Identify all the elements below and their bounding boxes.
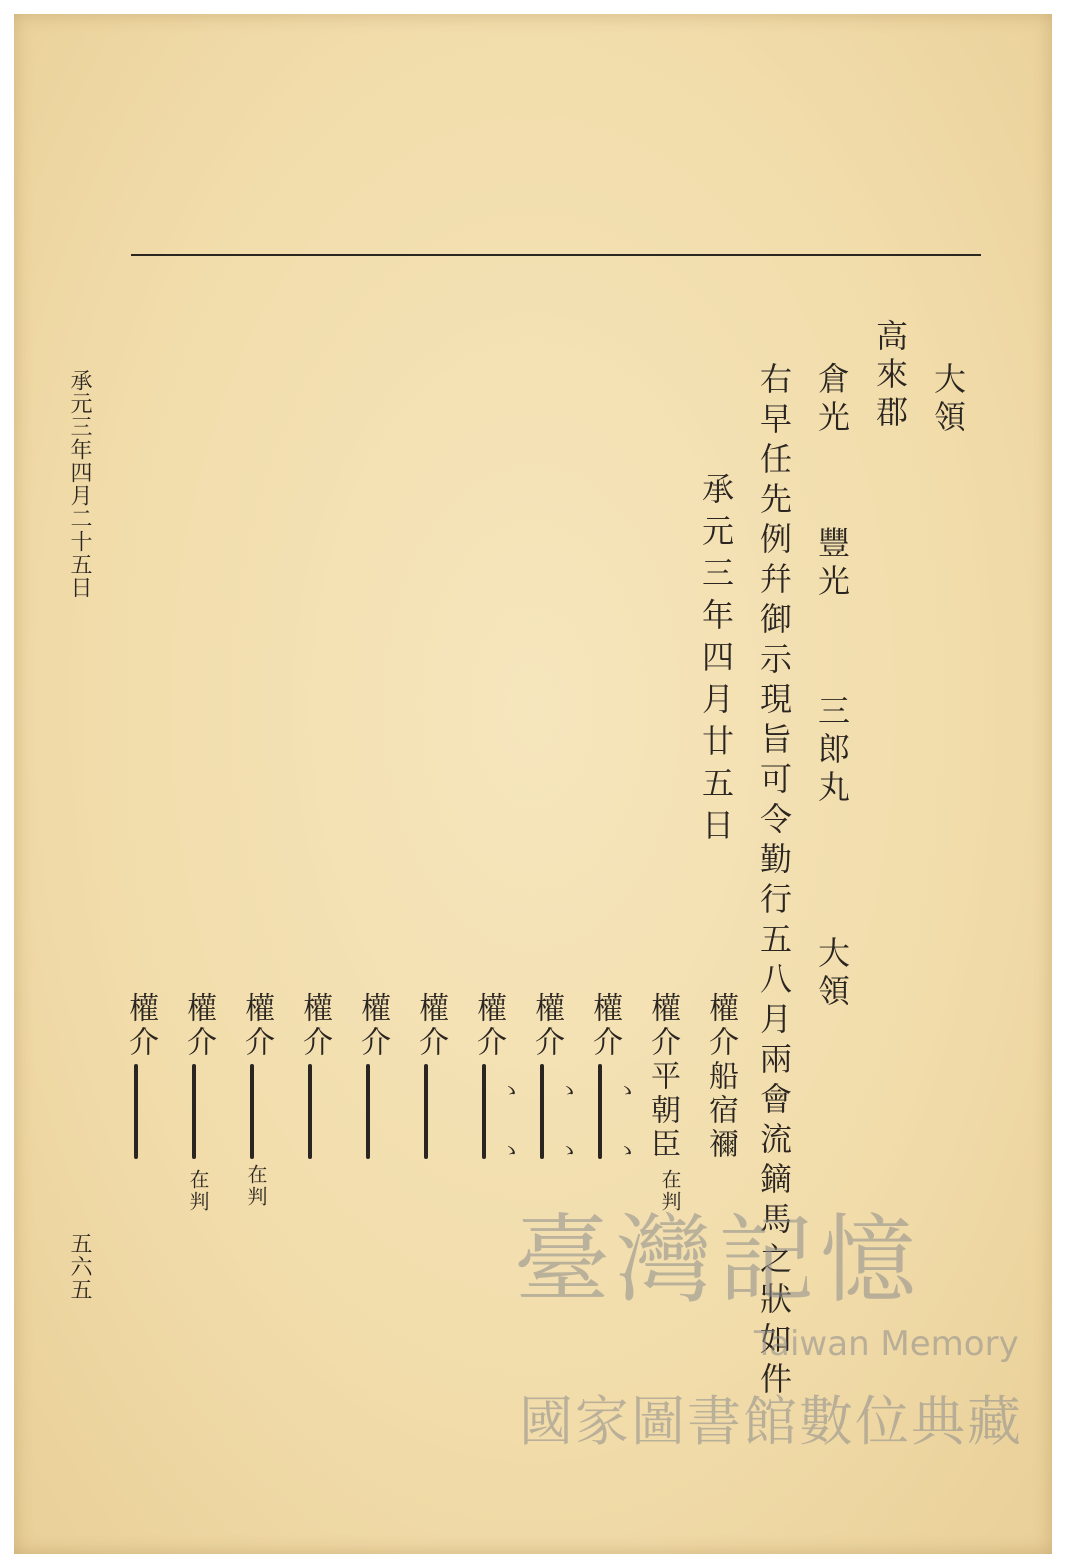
header-rule: [131, 254, 981, 256]
roster-note-10: 在判: [186, 1169, 210, 1213]
text-col-5: 承元三年四月廿五日: [697, 472, 735, 850]
ditto-mark: [250, 1064, 254, 1159]
text-col-1: 大領: [929, 362, 967, 438]
roster-entry-6: 權介: [413, 992, 448, 1060]
roster-note-2: 在判: [658, 1169, 682, 1213]
roster-entry-11: 權介: [123, 992, 158, 1060]
running-header-date: 承元三年四月二十五日: [67, 369, 92, 599]
ditto-tick: ゝ: [558, 1079, 581, 1104]
roster-entry-8: 權介: [297, 992, 332, 1060]
ditto-tick: ゝ: [616, 1139, 639, 1164]
roster-entry-3: 權介: [587, 992, 622, 1060]
page-number: 五六五: [67, 1232, 92, 1301]
ditto-tick: ゝ: [500, 1079, 523, 1104]
ditto-mark: [540, 1064, 544, 1159]
roster-note-9: 在判: [244, 1164, 268, 1208]
watermark-title: 臺灣記憶: [514, 1204, 922, 1316]
roster-entry-10: 權介: [181, 992, 216, 1060]
roster-entry-1: 權介船宿禰: [703, 992, 738, 1162]
watermark-org: 國家圖書館數位典藏: [519, 1390, 1023, 1453]
text-col-3d: 大領: [813, 936, 851, 1012]
roster-entry-2: 權介平朝臣: [645, 992, 680, 1162]
ditto-tick: ゝ: [616, 1079, 639, 1104]
ditto-tick: ゝ: [500, 1139, 523, 1164]
ditto-mark: [482, 1064, 486, 1159]
ditto-mark: [134, 1064, 138, 1159]
text-col-4: 右早任先例幷御示現旨可令勤行五八月兩會流鏑馬之狀如件: [755, 362, 793, 1402]
ditto-mark: [598, 1064, 602, 1159]
text-col-3b: 豐光: [813, 526, 851, 602]
text-col-2: 高來郡: [871, 319, 909, 433]
watermark-subtitle: Taiwan Memory: [754, 1324, 1019, 1364]
ditto-mark: [424, 1064, 428, 1159]
ditto-tick: ゝ: [558, 1139, 581, 1164]
text-col-3a: 倉光: [813, 362, 851, 438]
roster-entry-5: 權介: [471, 992, 506, 1060]
roster-entry-4: 權介: [529, 992, 564, 1060]
ditto-mark: [192, 1064, 196, 1159]
roster-entry-7: 權介: [355, 992, 390, 1060]
ditto-mark: [308, 1064, 312, 1159]
roster-entry-9: 權介: [239, 992, 274, 1060]
ditto-mark: [366, 1064, 370, 1159]
text-col-3c: 三郎丸: [813, 694, 851, 808]
document-page: [14, 14, 1052, 1554]
